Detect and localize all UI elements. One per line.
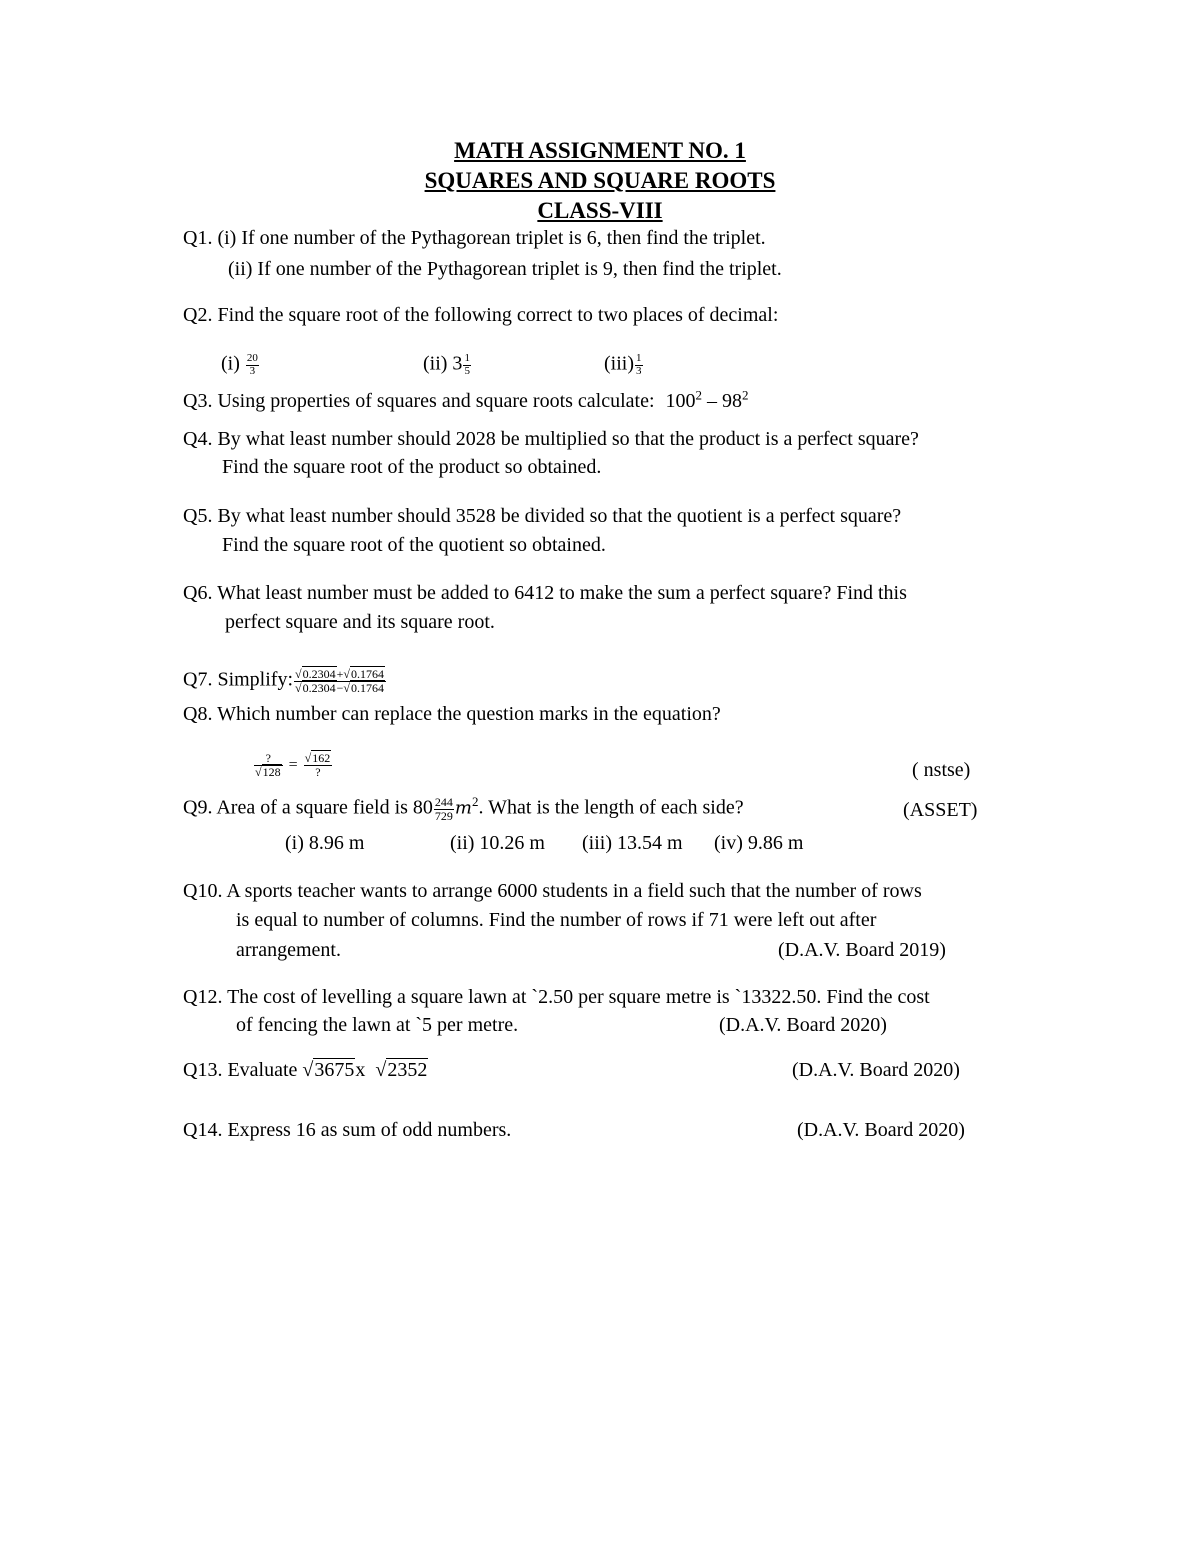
q14-source: (D.A.V. Board 2020) (797, 1119, 965, 1141)
class-heading: CLASS-VIII (537, 198, 663, 223)
q13-sqrt-1: √3675 (302, 1059, 355, 1081)
q8-text: Q8. Which number can replace the question marks in the equation? (183, 703, 721, 725)
page-title: MATH ASSIGNMENT NO. 1 (454, 138, 746, 163)
q7-text: Q7. Simplify: (183, 668, 294, 691)
sqrt-symbol: √0.2304 (295, 667, 336, 681)
q7 (183, 668, 387, 694)
q9-text: Q9. Area of a square field is 80 (183, 796, 433, 819)
q2-option-iii (604, 353, 644, 377)
q13-source: (D.A.V. Board 2020) (792, 1059, 960, 1081)
page-subtitle: SQUARES AND SQUARE ROOTS (424, 168, 776, 193)
q12-line1: Q12. The cost of levelling a square lawn at `2.50 per square metre is `13322.50. Find the cost (183, 986, 930, 1008)
q9: Q9. Area of a square field is 80 $\frac{244}{729}$ $m^2$. What is the length of each side? (183, 794, 744, 823)
q9-source: (ASSET) (903, 799, 978, 821)
q5-line1: Q5. By what least number should 3528 be divided so that the quotient is a perfect square? (183, 505, 902, 527)
q9-option-2: (ii) 10.26 m (450, 832, 545, 854)
q9-option-3: (iii) 13.54 m (582, 832, 683, 854)
q2-option-i-fraction: $\frac{20}{3}$ (246, 352, 258, 377)
q3-text: Q3. Using properties of squares and square roots calculate: (183, 390, 655, 412)
q9-option-1: (i) 8.96 m (285, 832, 365, 854)
q2-option-i-label: (i) (221, 352, 240, 375)
q1-part-ii: (ii) If one number of the Pythagorean triplet is 9, then find the triplet. (228, 258, 782, 280)
q3 (183, 387, 749, 412)
q2-option-iii-fraction: $\frac{1}{3}$ (636, 352, 642, 377)
q4-line2: Find the square root of the product so obtained. (222, 456, 602, 478)
q5-line2: Find the square root of the quotient so obtained. (222, 534, 606, 556)
q12-source: (D.A.V. Board 2020) (719, 1014, 887, 1036)
q10-line2: is equal to number of columns. Find the number of rows if 71 were left out after (236, 909, 877, 931)
q12-line2: of fencing the lawn at `5 per metre. (236, 1014, 519, 1036)
q8-source: ( nstse) (912, 759, 971, 781)
q9-option-4: (iv) 9.86 m (714, 832, 804, 854)
q2-option-iii-label: (iii) (604, 352, 634, 375)
q10-line1: Q10. A sports teacher wants to arrange 6000 students in a field such that the number of rows (183, 880, 922, 902)
q2-option-ii (423, 353, 472, 377)
q1-part-i: Q1. (i) If one number of the Pythagorean triplet is 6, then find the triplet. (183, 227, 766, 249)
q13: Q13. Evaluate √3675x √2352 (183, 1059, 428, 1081)
q10-source: (D.A.V. Board 2019) (778, 939, 946, 961)
q2-text: Q2. Find the square root of the following correct to two places of decimal: (183, 304, 779, 326)
q13-text: Q13. Evaluate (183, 1059, 298, 1081)
q14-text: Q14. Express 16 as sum of odd numbers. (183, 1119, 512, 1141)
q2-option-i (221, 353, 260, 377)
q8-left-fraction: $\frac{?}{√128}$ (255, 751, 281, 779)
q6-line2: perfect square and its square root. (225, 611, 495, 633)
q8-equation: $\frac{?}{√128}$ = $\frac{√162}{?}$ (255, 751, 331, 779)
q2-option-ii-label: (ii) 3 (423, 352, 463, 375)
q8-right-fraction: $\frac{√162}{?}$ (304, 751, 331, 779)
q2-option-ii-fraction: $\frac{1}{5}$ (464, 352, 470, 377)
q6-line1: Q6. What least number must be added to 6412 to make the sum a perfect square? Find this (183, 582, 907, 604)
q3-expression: $100^2 - 98^2$ (665, 387, 749, 412)
q7-fraction: $\frac{√0.2304+√0.1764}{√0.2304-√0.1764}$ (295, 667, 384, 695)
q4-line1: Q4. By what least number should 2028 be multiplied so that the product is a perfect square? (183, 428, 919, 450)
q13-sqrt-2: √2352 (375, 1059, 428, 1081)
q9-fraction: $\frac{244}{729}$ (434, 795, 453, 823)
q10-line3: arrangement. (236, 939, 341, 961)
